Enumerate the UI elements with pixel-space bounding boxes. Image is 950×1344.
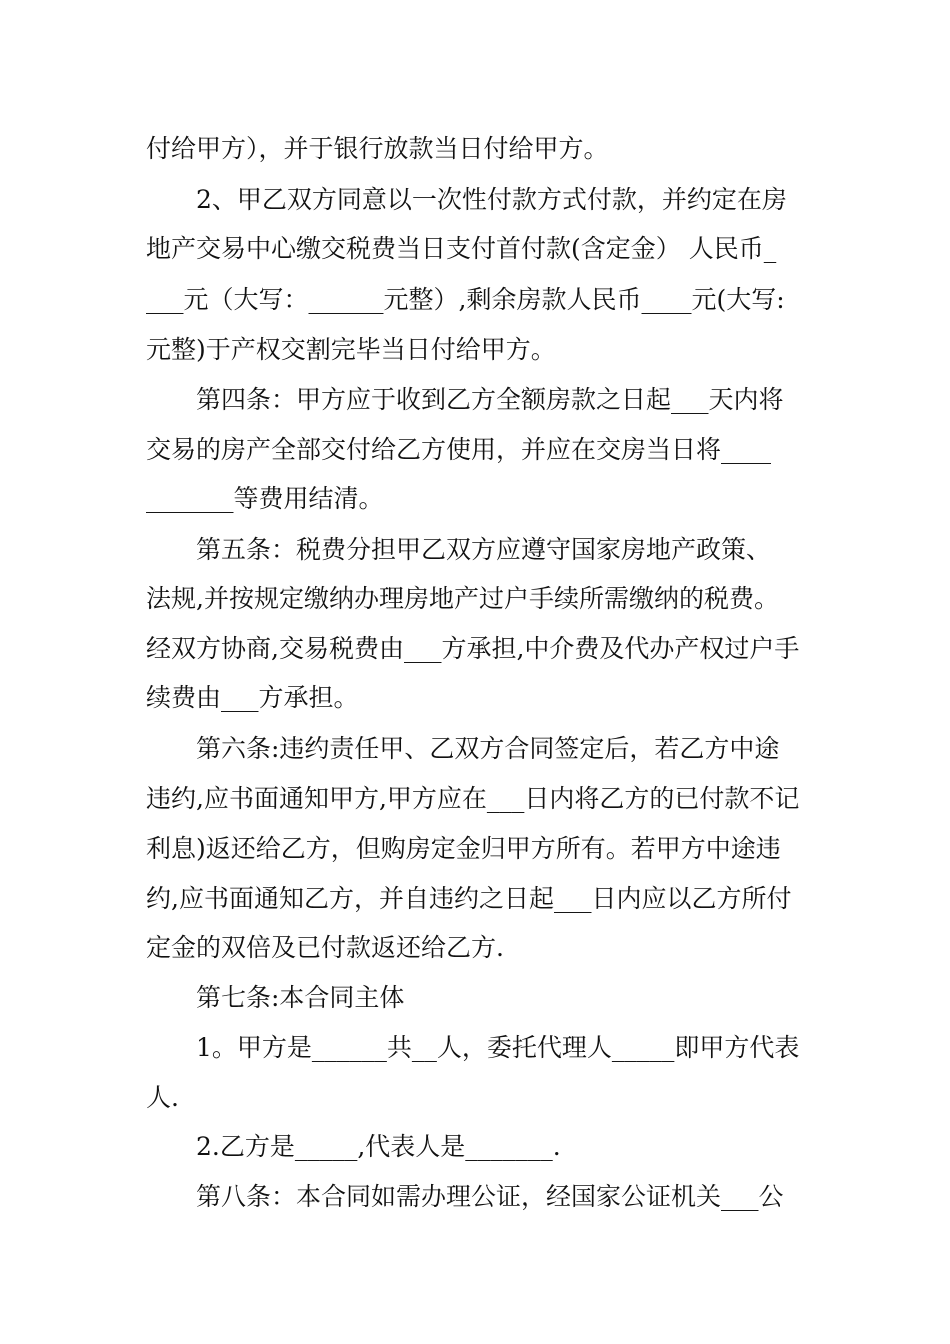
text-line: 1。甲方是______共__人，委托代理人_____即甲方代表 xyxy=(196,1033,800,1062)
text-line: ___元（大写：______元整）,剩余房款人民币____元(大写: xyxy=(146,285,785,314)
text-line: 交易的房产全部交付给乙方使用，并应在交房当日将____ xyxy=(146,435,772,464)
text-line: 2、甲乙双方同意以一次性付款方式付款，并约定在房 xyxy=(196,185,787,214)
text-line: 违约,应书面通知甲方,甲方应在___日内将乙方的已付款不记 xyxy=(146,784,800,813)
text-line: 法规,并按规定缴纳办理房地产过户手续所需缴纳的税费。 xyxy=(146,584,779,613)
text-line: 第八条：本合同如需办理公证，经国家公证机关___公 xyxy=(196,1182,784,1211)
text-line: 第七条:本合同主体 xyxy=(196,983,405,1012)
text-line: 利息)返还给乙方，但购房定金归甲方所有。若甲方中途违 xyxy=(146,834,781,863)
text-line: 人. xyxy=(146,1083,179,1112)
text-line: 付给甲方），并于银行放款当日付给甲方。 xyxy=(146,134,609,163)
text-line: 续费由___方承担。 xyxy=(146,683,359,712)
text-line: 第四条：甲方应于收到乙方全额房款之日起___天内将 xyxy=(196,385,784,414)
text-line: 定金的双倍及已付款返还给乙方. xyxy=(146,933,504,962)
text-line: 第六条:违约责任甲、乙双方合同签定后，若乙方中途 xyxy=(196,734,780,763)
text-line: 2.乙方是_____,代表人是_______. xyxy=(196,1132,561,1161)
text-line: _______等费用结清。 xyxy=(146,484,384,513)
text-line: 约,应书面通知乙方，并自违约之日起___日内应以乙方所付 xyxy=(146,884,792,913)
text-line: 经双方协商,交易税费由___方承担,中介费及代办产权过户手 xyxy=(146,634,800,663)
text-line: 第五条：税费分担甲乙双方应遵守国家房地产政策、 xyxy=(196,535,772,564)
text-line: 元整)于产权交割完毕当日付给甲方。 xyxy=(146,335,556,364)
text-line: 地产交易中心缴交税费当日支付首付款(含定金） 人民币_ xyxy=(146,234,777,263)
